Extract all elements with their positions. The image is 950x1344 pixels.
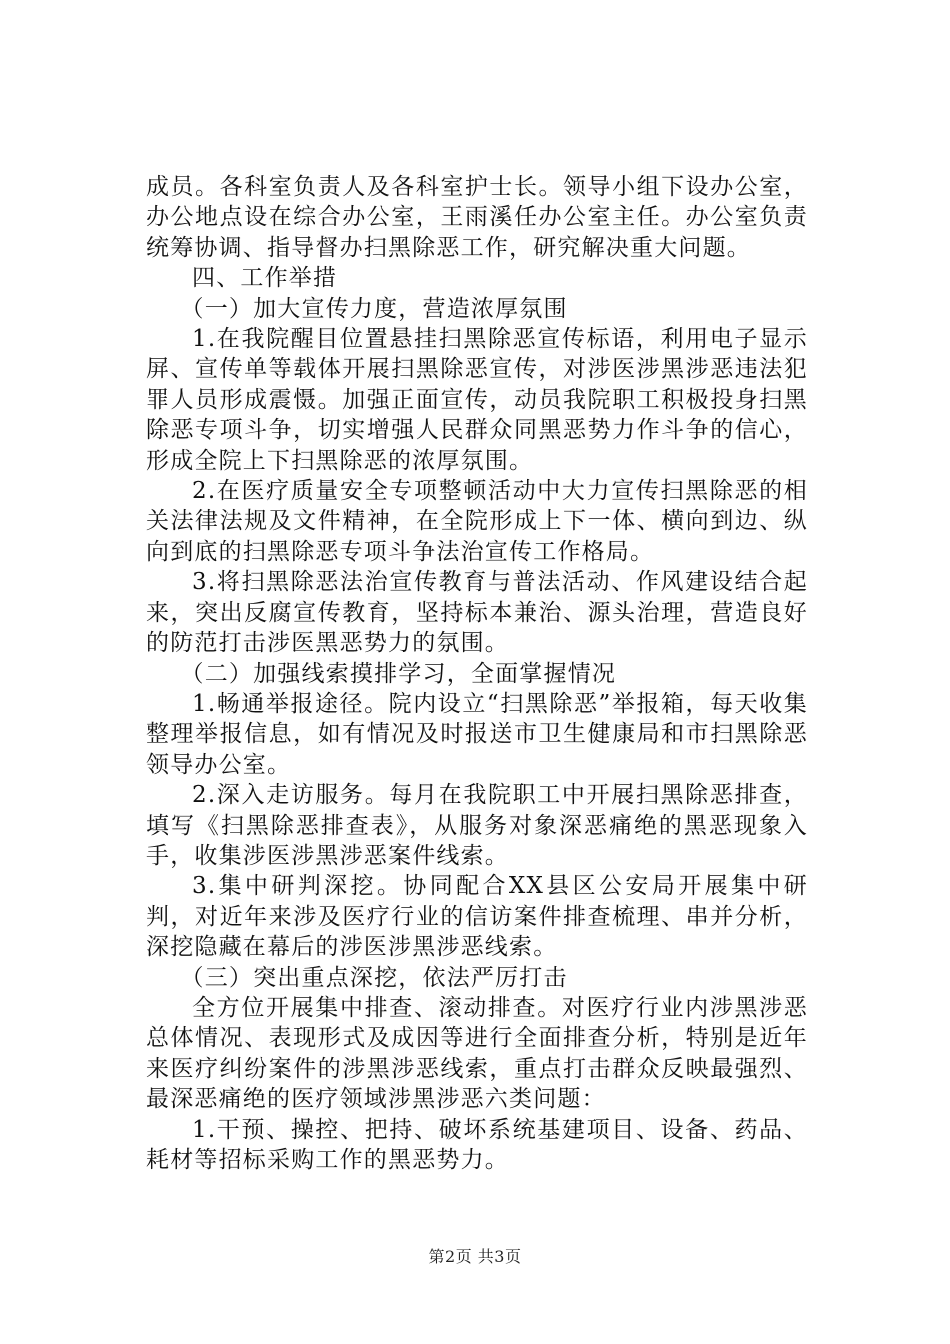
subsection-heading-1: （一）加大宣传力度，营造浓厚氛围	[180, 295, 568, 322]
document-body	[146, 172, 808, 1175]
paragraph-item: 3.将扫黑除恶法治宣传教育与普法活动、作风建设结合起来，突出反腐宣传教育，坚持标本兼治、源头治理，营造良好的防范打击涉医黑恶势力的氛围。	[146, 569, 808, 657]
subsection-heading-2: （二）加强线索摸排学习，全面掌握情况	[180, 660, 617, 687]
paragraph-item: 2.在医疗质量安全专项整顿活动中大力宣传扫黑除恶的相关法律法规及文件精神，在全院形成上下一体、横向到边、纵向到底的扫黑除恶专项斗争法治宣传工作格局。	[146, 478, 808, 565]
paragraph-continuation: 成员。各科室负责人及各科室护士长。领导小组下设办公室，办公地点设在综合办公室，王雨溪任办公室主任。办公室负责统筹协调、指导督办扫黑除恶工作，研究解决重大问题。	[146, 174, 808, 261]
paragraph-item: 3.集中研判深挖。协同配合XX县区公安局开展集中研判，对近年来涉及医疗行业的信访案件排查梳理、串并分析，深挖隐藏在幕后的涉医涉黑涉恶线索。	[146, 873, 808, 961]
paragraph-item: 1.在我院醒目位置悬挂扫黑除恶宣传标语，利用电子显示屏、宣传单等载体开展扫黑除恶宣传，对涉医涉黑涉恶违法犯罪人员形成震慑。加强正面宣传，动员我院职工积极投身扫黑除恶专项斗争，切实增强人民群众同黑恶势力作斗争的信心，形成全院上下扫黑除恶的浓厚氛围。	[146, 326, 808, 474]
paragraph-item: 1.畅通举报途径。院内设立“扫黑除恶”举报箱，每天收集整理举报信息，如有情况及时报送市卫生健康局和市扫黑除恶领导办公室。	[146, 690, 808, 778]
paragraph-item: 1.干预、操控、把持、破坏系统基建项目、设备、药品、耗材等招标采购工作的黑恶势力。	[146, 1116, 808, 1173]
paragraph-item: 全方位开展集中排查、滚动排查。对医疗行业内涉黑涉恶总体情况、表现形式及成因等进行全面排查分析，特别是近年来医疗纠纷案件的涉黑涉恶线索，重点打击群众反映最强烈、最深恶痛绝的医疗领域涉黑涉恶六类问题：	[146, 994, 808, 1113]
section-heading-measures: 四、工作举措	[192, 265, 338, 292]
page-number-footer: 第2页 共3页	[428, 1247, 522, 1266]
paragraph-item: 2.深入走访服务。每月在我院职工中开展扫黑除恶排查，填写《扫黑除恶排查表》，从服务对象深恶痛绝的黑恶现象入手，收集涉医涉黑涉恶案件线索。	[146, 782, 808, 869]
subsection-heading-3: （三）突出重点深挖，依法严厉打击	[180, 964, 568, 991]
